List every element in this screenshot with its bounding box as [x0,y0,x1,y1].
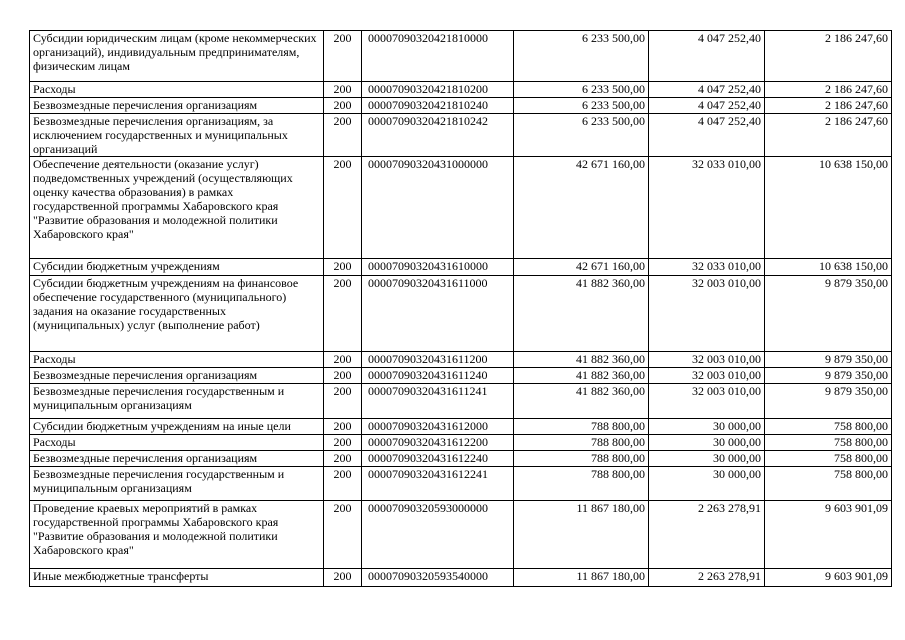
row-name-cell: Субсидии бюджетным учреждениям на финансовое обеспечение государственного (муниципального) задания на оказание государственных (муниципальных) услуг (выполнение работ) [30,276,324,352]
row-name-cell: Иные межбюджетные трансферты [30,569,324,587]
row-approved-amount-cell: 41 882 360,00 [514,368,649,384]
row-executed-amount-cell: 32 033 010,00 [649,259,765,276]
row-unexecuted-amount-cell: 9 879 350,00 [765,368,892,384]
table-row [30,569,892,587]
table-row [30,114,892,157]
row-name-cell: Обеспечение деятельности (оказание услуг) подведомственных учреждений (осуществляющих оценку качества образования) в рамках государственной программы Хабаровского края "Развитие образования и молодежной политики Хабаровского края" [30,157,324,259]
budget-execution-table-page [29,30,892,587]
row-executed-amount-cell: 30 000,00 [649,467,765,501]
row-executed-amount-cell: 32 003 010,00 [649,384,765,419]
row-classification-code-cell: 00007090320421810240 [362,98,514,114]
row-executed-amount-cell: 32 003 010,00 [649,368,765,384]
row-unexecuted-amount-cell: 10 638 150,00 [765,259,892,276]
row-unexecuted-amount-cell: 2 186 247,60 [765,82,892,98]
table-row [30,259,892,276]
row-code-cell: 200 [324,352,362,368]
row-classification-code-cell: 00007090320431000000 [362,157,514,259]
row-code-cell: 200 [324,114,362,157]
row-name-cell: Безвозмездные перечисления организациям [30,368,324,384]
row-code-cell: 200 [324,451,362,467]
row-code-cell: 200 [324,157,362,259]
row-unexecuted-amount-cell: 9 879 350,00 [765,276,892,352]
row-code-cell: 200 [324,368,362,384]
row-name-cell: Субсидии бюджетным учреждениям на иные цели [30,419,324,435]
row-name-cell: Расходы [30,435,324,451]
row-unexecuted-amount-cell: 9 879 350,00 [765,352,892,368]
row-unexecuted-amount-cell: 9 879 350,00 [765,384,892,419]
row-name-cell: Проведение краевых мероприятий в рамках государственной программы Хабаровского края "Развитие образования и молодежной политики Хабаровского края" [30,501,324,569]
row-classification-code-cell: 00007090320593540000 [362,569,514,587]
row-name-cell: Субсидии юридическим лицам (кроме некоммерческих организаций), индивидуальным предпринимателям, физическим лицам [30,31,324,82]
table-row [30,276,892,352]
row-classification-code-cell: 00007090320421810242 [362,114,514,157]
table-row [30,501,892,569]
row-code-cell: 200 [324,82,362,98]
row-approved-amount-cell: 6 233 500,00 [514,114,649,157]
row-code-cell: 200 [324,98,362,114]
table-row [30,82,892,98]
row-code-cell: 200 [324,569,362,587]
row-executed-amount-cell: 4 047 252,40 [649,82,765,98]
row-name-cell: Субсидии бюджетным учреждениям [30,259,324,276]
row-executed-amount-cell: 30 000,00 [649,419,765,435]
row-name-cell: Расходы [30,352,324,368]
row-approved-amount-cell: 42 671 160,00 [514,259,649,276]
budget-execution-table [29,30,892,587]
row-unexecuted-amount-cell: 10 638 150,00 [765,157,892,259]
row-unexecuted-amount-cell: 2 186 247,60 [765,31,892,82]
row-unexecuted-amount-cell: 2 186 247,60 [765,114,892,157]
row-classification-code-cell: 00007090320431611241 [362,384,514,419]
row-approved-amount-cell: 41 882 360,00 [514,352,649,368]
row-unexecuted-amount-cell: 9 603 901,09 [765,501,892,569]
table-row [30,467,892,501]
row-unexecuted-amount-cell: 758 800,00 [765,435,892,451]
row-classification-code-cell: 00007090320431612000 [362,419,514,435]
table-row [30,419,892,435]
row-approved-amount-cell: 788 800,00 [514,435,649,451]
table-row [30,435,892,451]
row-executed-amount-cell: 2 263 278,91 [649,501,765,569]
table-row [30,98,892,114]
row-unexecuted-amount-cell: 758 800,00 [765,451,892,467]
row-classification-code-cell: 00007090320431611240 [362,368,514,384]
row-classification-code-cell: 00007090320593000000 [362,501,514,569]
row-classification-code-cell: 00007090320431612240 [362,451,514,467]
row-classification-code-cell: 00007090320421810200 [362,82,514,98]
row-executed-amount-cell: 32 003 010,00 [649,276,765,352]
row-unexecuted-amount-cell: 758 800,00 [765,419,892,435]
row-name-cell: Безвозмездные перечисления организациям, за исключением государственных и муниципальных организаций [30,114,324,157]
row-approved-amount-cell: 11 867 180,00 [514,501,649,569]
row-name-cell: Безвозмездные перечисления государственным и муниципальным организациям [30,384,324,419]
row-approved-amount-cell: 788 800,00 [514,419,649,435]
row-code-cell: 200 [324,31,362,82]
row-code-cell: 200 [324,501,362,569]
row-unexecuted-amount-cell: 2 186 247,60 [765,98,892,114]
row-code-cell: 200 [324,384,362,419]
row-approved-amount-cell: 42 671 160,00 [514,157,649,259]
row-classification-code-cell: 00007090320421810000 [362,31,514,82]
row-executed-amount-cell: 4 047 252,40 [649,114,765,157]
row-approved-amount-cell: 11 867 180,00 [514,569,649,587]
row-code-cell: 200 [324,467,362,501]
row-classification-code-cell: 00007090320431611200 [362,352,514,368]
row-classification-code-cell: 00007090320431610000 [362,259,514,276]
row-approved-amount-cell: 6 233 500,00 [514,31,649,82]
row-approved-amount-cell: 788 800,00 [514,467,649,501]
table-row [30,352,892,368]
row-executed-amount-cell: 30 000,00 [649,435,765,451]
row-executed-amount-cell: 32 003 010,00 [649,352,765,368]
table-row [30,157,892,259]
row-unexecuted-amount-cell: 9 603 901,09 [765,569,892,587]
row-executed-amount-cell: 30 000,00 [649,451,765,467]
row-code-cell: 200 [324,435,362,451]
row-unexecuted-amount-cell: 758 800,00 [765,467,892,501]
row-classification-code-cell: 00007090320431611000 [362,276,514,352]
row-code-cell: 200 [324,259,362,276]
table-row [30,368,892,384]
row-executed-amount-cell: 4 047 252,40 [649,98,765,114]
row-executed-amount-cell: 2 263 278,91 [649,569,765,587]
row-name-cell: Безвозмездные перечисления государственным и муниципальным организациям [30,467,324,501]
table-row [30,384,892,419]
row-code-cell: 200 [324,276,362,352]
row-classification-code-cell: 00007090320431612200 [362,435,514,451]
row-approved-amount-cell: 6 233 500,00 [514,82,649,98]
row-approved-amount-cell: 41 882 360,00 [514,384,649,419]
row-name-cell: Безвозмездные перечисления организациям [30,98,324,114]
table-row [30,451,892,467]
row-executed-amount-cell: 4 047 252,40 [649,31,765,82]
table-row [30,31,892,82]
row-code-cell: 200 [324,419,362,435]
row-approved-amount-cell: 41 882 360,00 [514,276,649,352]
row-executed-amount-cell: 32 033 010,00 [649,157,765,259]
row-classification-code-cell: 00007090320431612241 [362,467,514,501]
table-body [30,31,892,587]
row-name-cell: Безвозмездные перечисления организациям [30,451,324,467]
row-approved-amount-cell: 788 800,00 [514,451,649,467]
row-name-cell: Расходы [30,82,324,98]
row-approved-amount-cell: 6 233 500,00 [514,98,649,114]
